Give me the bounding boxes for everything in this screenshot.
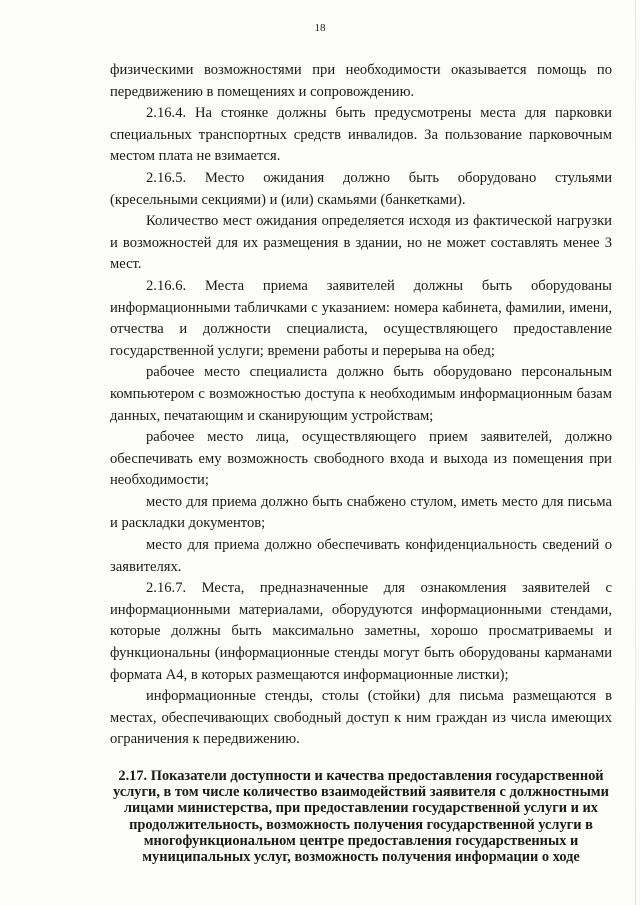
paragraph-reception-workplace: рабочее место лица, осуществляющего прием заявителей, должно обеспечивать ему возможность свободного входа и выхода из помещения при необходимости; bbox=[110, 429, 612, 489]
paragraph-waiting-seats: Количество мест ожидания определяется исходя из фактической нагрузки и возможностей для их размещения в здании, но не может составлять менее 3 мест. bbox=[110, 213, 612, 273]
section-heading-2-17: 2.17. Показатели доступности и качества предоставления государственной услуги, в том числе количество взаимодействий заявителя с должностными лицами министерства, при предоставлении государственной услуги и их продолжительность, возможность получения государственной услуги в многофункциональном центре предоставления государственных и муниципальных услуг, возможность получения информации о ходе bbox=[113, 768, 609, 866]
paragraph-confidentiality: место для приема должно обеспечивать конфиденциальность сведений о заявителях. bbox=[110, 537, 612, 575]
paragraph-2-16-6: 2.16.6. Места приема заявителей должны быть оборудованы информационными табличками с указанием: номера кабинета, фамилии, имени, отчества и должности специалиста, осуществляющего предоставление государственной услуги; времени работы и перерыва на обед; bbox=[110, 277, 612, 359]
page-number: 18 bbox=[314, 22, 326, 34]
paragraph-continuation: физическими возможностями при необходимости оказывается помощь по передвижению в помещениях и сопровождению. bbox=[110, 62, 612, 100]
scan-edge bbox=[635, 0, 636, 905]
body-text bbox=[110, 60, 612, 865]
paragraph-2-16-5: 2.16.5. Место ожидания должно быть оборудовано стульями (кресельными секциями) и (или) скамьями (банкетками). bbox=[110, 169, 612, 208]
paragraph-reception-chair: место для приема должно быть снабжено стулом, иметь место для письма и раскладки документов; bbox=[110, 493, 612, 532]
paragraph-2-16-7: 2.16.7. Места, предназначенные для ознакомления заявителей с информационными материалами, оборудуются информационными стендами, которые должны быть максимально заметны, хорошо просматриваемы и функциональны (информационные стенды могут быть оборудованы карманами формата А4, в которых размещаются информационные листки); bbox=[110, 580, 612, 683]
paragraph-specialist-workplace: рабочее место специалиста должно быть оборудовано персональным компьютером с возможностью доступа к необходимым информационным базам данных, печатающим и сканирующим устройствам; bbox=[110, 364, 612, 424]
paragraph-info-stands: информационные стенды, столы (стойки) для письма размещаются в местах, обеспечивающих свободный доступ к ним граждан из числа имеющих ограничения к передвижению. bbox=[110, 688, 612, 748]
paragraph-2-16-4: 2.16.4. На стоянке должны быть предусмотрены места для парковки специальных транспортных средств инвалидов. За пользование парковочным местом плата не взимается. bbox=[110, 105, 612, 165]
